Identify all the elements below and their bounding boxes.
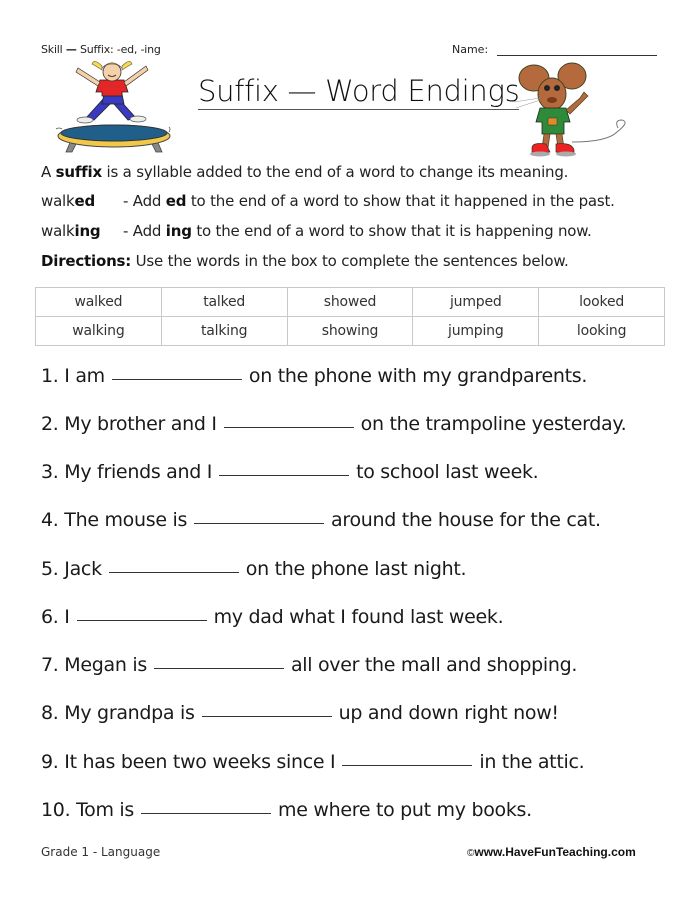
question-6 [41,606,503,628]
question-text-before: It has been two weeks since I [64,751,336,773]
directions [41,252,569,270]
word-cell: jumping [413,317,539,346]
question-text-after: on the phone last night. [245,558,467,580]
question-number: 10. [41,799,71,821]
answer-blank[interactable] [112,379,242,380]
definition-pre: A [41,163,56,181]
question-5 [41,558,466,580]
word-cell: talking [161,317,287,346]
word-cell: looking [539,317,665,346]
question-text-before: My friends and I [64,461,213,483]
mouse-cartoon-icon [512,62,652,162]
directions-label: Directions: [41,252,132,270]
question-number: 6. [41,606,59,628]
answer-blank[interactable] [224,427,354,428]
question-number: 2. [41,413,59,435]
question-text-before: Tom is [76,799,135,821]
question-9 [41,751,584,773]
question-text-before: The mouse is [64,509,188,531]
ing-example-suffix: ing [74,222,101,240]
question-text-before: My grandpa is [64,702,195,724]
question-text-before: Jack [64,558,102,580]
question-text-before: I [64,606,70,628]
word-cell: showing [287,317,413,346]
question-number: 5. [41,558,59,580]
question-text-after: my dad what I found last week. [213,606,504,628]
definition-keyword: suffix [55,163,102,181]
directions-text: Use the words in the box to complete the sentences below. [131,252,569,270]
ed-example-suffix: ed [74,192,96,210]
word-cell: talked [161,288,287,317]
word-cell: walked [36,288,162,317]
name-label: Name: [452,43,489,56]
ing-rule-keyword: ing [165,222,192,240]
question-number: 4. [41,509,59,531]
definition-post: is a syllable added to the end of a word to change its meaning. [101,163,569,181]
ing-rule [41,222,592,240]
girl-trampoline-icon [52,56,180,156]
answer-blank[interactable] [202,716,332,717]
question-text-before: Megan is [64,654,147,676]
ed-example-word [41,192,123,210]
question-number: 7. [41,654,59,676]
question-text-before: My brother and I [64,413,217,435]
answer-blank[interactable] [109,572,239,573]
question-text-after: up and down right now! [338,702,559,724]
answer-blank[interactable] [154,668,284,669]
question-text-after: on the trampoline yesterday. [360,413,627,435]
question-2 [41,413,626,435]
suffix-definition [41,163,568,181]
answer-blank[interactable] [342,765,472,766]
question-text-after: on the phone with my grandparents. [248,365,588,387]
question-3 [41,461,538,483]
word-row-present [36,317,665,346]
question-text-after: around the house for the cat. [331,509,601,531]
question-number: 9. [41,751,59,773]
question-text-after: in the attic. [479,751,585,773]
answer-blank[interactable] [194,523,324,524]
question-text-after: to school last week. [356,461,539,483]
word-cell: jumped [413,288,539,317]
copyright-link[interactable] [467,845,636,859]
skill-label [41,43,161,56]
name-input-line[interactable] [497,55,657,56]
word-cell: showed [287,288,413,317]
question-text-before: I am [64,365,105,387]
grade-label: Grade 1 - Language [41,845,161,859]
question-8 [41,702,559,724]
word-box [35,287,665,346]
ed-example-base: walk [41,192,75,210]
question-number: 8. [41,702,59,724]
question-text-after: all over the mall and shopping. [290,654,578,676]
word-cell: walking [36,317,162,346]
answer-blank[interactable] [219,475,349,476]
question-4 [41,509,601,531]
ing-example-word [41,222,123,240]
skill-dash: — [65,43,77,56]
ing-rule-pre: - Add [123,222,166,240]
worksheet-title: Suffix — Word Endings [198,74,520,108]
question-7 [41,654,577,676]
ed-rule-post: to the end of a word to show that it happened in the past. [186,192,615,210]
question-10 [41,799,532,821]
question-text-after: me where to put my books. [278,799,532,821]
ed-rule [41,192,615,210]
skill-text: Suffix: -ed, -ing [79,43,161,56]
website-url: www.HaveFunTeaching.com [474,845,636,859]
ing-rule-post: to the end of a word to show that it is happening now. [191,222,592,240]
skill-prefix: Skill [41,43,63,56]
ing-example-base: walk [41,222,75,240]
ed-rule-keyword: ed [165,192,187,210]
ed-rule-pre: - Add [123,192,166,210]
word-cell: looked [539,288,665,317]
answer-blank[interactable] [77,620,207,621]
word-row-past [36,288,665,317]
question-number: 1. [41,365,59,387]
question-number: 3. [41,461,59,483]
answer-blank[interactable] [141,813,271,814]
copyright-icon: © [467,848,475,859]
question-1 [41,365,587,387]
